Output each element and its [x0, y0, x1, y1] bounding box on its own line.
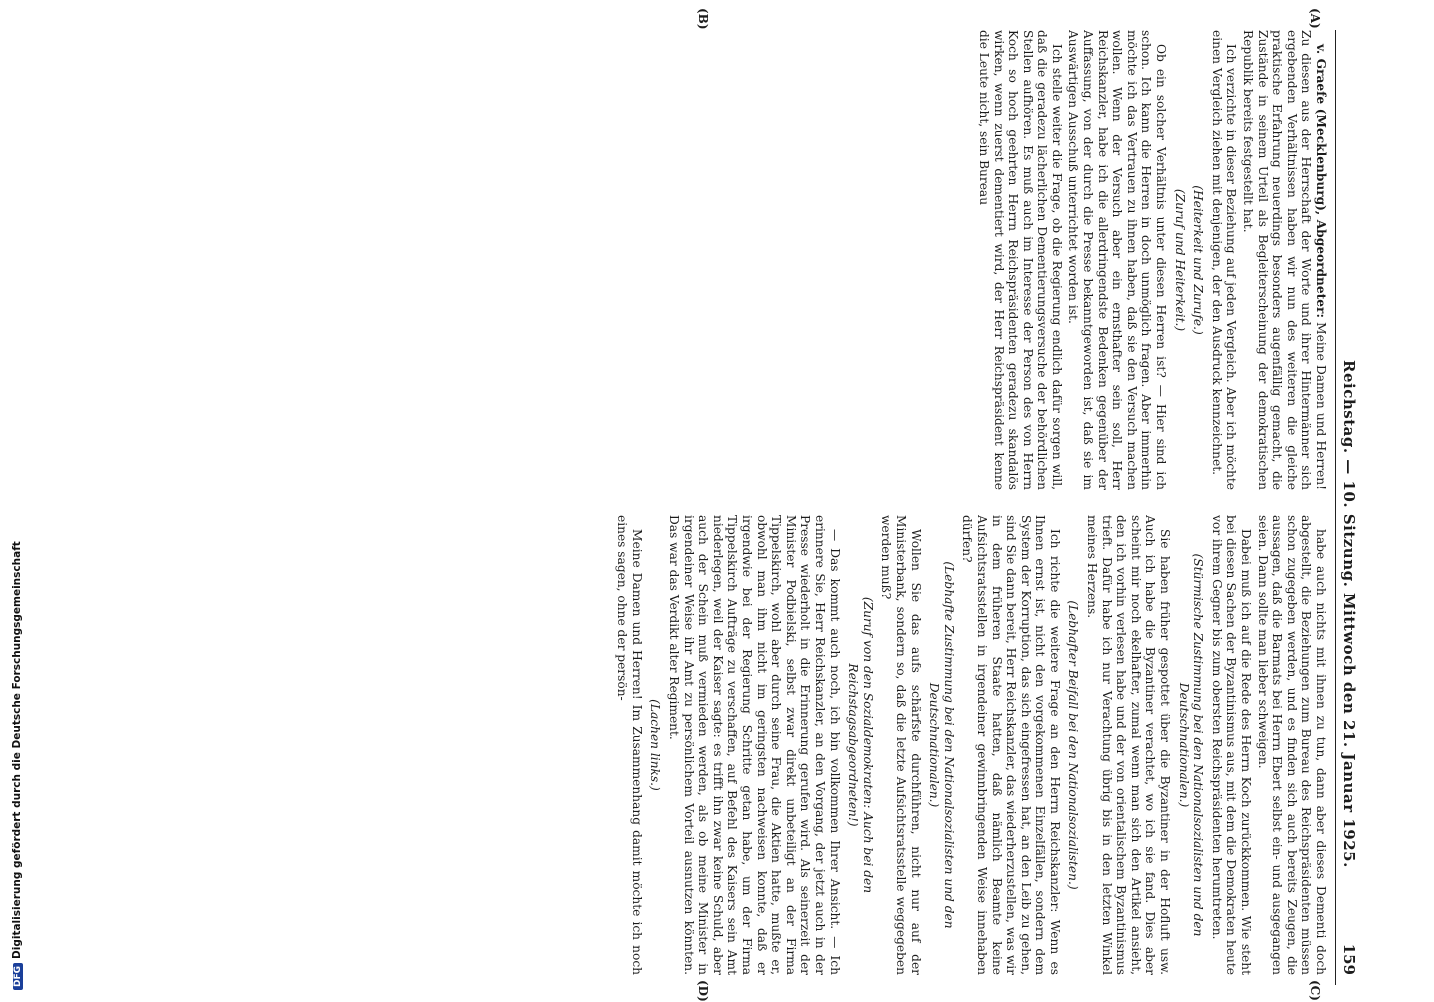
- interjection: (Lachen links.): [648, 699, 663, 791]
- margin-marker-d: (D): [696, 980, 710, 1002]
- page-header: [1335, 30, 1360, 985]
- interjection: (Zuruf von den Sozialdemokraten: Auch bei den Reichstagsabgeordneten!): [846, 596, 875, 894]
- paragraph: Ich stelle weiter die Frage, ob die Regierung endlich dafür sorgen will, daß die geradezu lächerlichen Dementierungsversuche der behördlichen Stellen aufhören. Es muß auch im Interesse der Person des von Herrn Koch so hoch geehrten Herrn Reichspräsidenten geradezu skandalös wirken, wenn zuerst dementiert wird, der Herr Reichspräsident kenne die Leute nicht, sein Bureau: [976, 30, 1064, 490]
- sidebar: [0, 0, 22, 1000]
- header-title: Reichstag. — 10. Sitzung. Mittwoch den 21. Januar 1925.: [1340, 360, 1358, 868]
- speaker-name: v. Graefe (Mecklenburg), Abgeordneter:: [1314, 44, 1328, 318]
- interjection: (Lebhafte Zustimmung bei den Nationalsozialisten und den Deutschnationalen.): [927, 561, 956, 929]
- speech-opening: [1240, 30, 1328, 490]
- margin-marker-a: (A): [1308, 8, 1322, 29]
- paragraph: — Das kommt auch noch, ich bin vollkommen Ihrer Ansicht. — Ich erinnere Sie, Herr Reichskanzler, an den Vorgang, der jetzt auch in der Presse wiederholt in die Erinnerung gerufen wird. Als seinerzeit der Minister Podbielski, selbst zwar direkt unbeteiligt an der Firma Tippelskirch, wohl aber durch seine Frau, die Aktien hatte, mußte er, obwohl man ihm nicht im geringsten nachweisen konnte, daß er irgendwie bei der Regierung Schritte getan habe, um der Firma Tippelskirch Aufträge zu verschaffen, auf Befehl des Kaisers sein Amt niederlegen, weil der Kaiser sagte: es trifft ihn zwar keine Schuld, aber auch der Schein muß vermieden werden, als ob meine Minister in irgendeiner Weise ihr Amt zu persönlichem Vorteil ausnutzen könnten. Das war das Verdikt alter Regiment.: [667, 515, 842, 975]
- paragraph: Ob ein solcher Verhältnis unter diesen Herren ist? — Hier sind ich schon. Ich kann die Herren in doch unmöglich fragen. Aber immerhin möchte ich das Vertrauen zu ihnen haben, daß sie den Versuch machen wollen. Wenn der Versuch aber ein ernsthafter sein soll, Herr Reichskanzler, habe ich die allerdringendste Bedenken gegenüber der Auffassung, von der durch die Presse bekanntgeworden ist, daß sie im Auswärtigen Ausschuß unterrichtet worden ist.: [1066, 30, 1169, 490]
- paragraph: Ich verzichte in dieser Beziehung auf jeden Vergleich. Aber ich möchte einen Vergleich ziehen mit denjenigen, der den Ausdruck kennzeichnet.: [1209, 30, 1239, 490]
- dfg-logo: DFG: [13, 963, 23, 990]
- margin-marker-c: (C): [1308, 980, 1322, 1001]
- paragraph: Meine Damen und Herren! Zu diesen aus der Herrschaft der Worte und ihrer Hintermänner sich ergebenden Verhältnissen haben wir nun des weiteren die gleiche praktische Erfahrung neuerdings besonders augenfällig gemacht, die Zustände in seinem Urteil als Begleiterscheinung der demokratischen Republik bereits festgestellt hat.: [1241, 30, 1328, 490]
- paragraph: Wollen Sie das aufs schärfste durchführen, nicht nur auf der Ministerbank, sondern so, daß die letzte Aufsichtsratsstelle weggegeben werden muß?: [879, 515, 923, 975]
- left-column: [73, 30, 1328, 490]
- page-number: 159: [1340, 943, 1358, 975]
- interjection: (Heiterkeit und Zurufe.): [1191, 185, 1206, 335]
- paragraph: Sie haben früher gespottet über die Byzantiner in der Hofluft usw. Auch ich habe die Byzantiner verachtet, wo ich sie fand. Dies aber scheint mir noch ekelhafter, zumal wenn man sich den Artikel ansieht, den ich vorhin verlesen habe und der von orientalischem Byzantinismus trieft. Dafür habe ich nur Verachtung übrig bis in den letzten Winkel meines Herzens.: [1085, 515, 1173, 975]
- funding-credit: [11, 0, 23, 990]
- interjection: (Lebhafter Beifall bei den Nationalsozialisten.): [1066, 600, 1081, 890]
- right-column: [73, 515, 1328, 975]
- margin-marker-b: (B): [696, 8, 710, 30]
- scanned-page: [60, 8, 1360, 1002]
- paragraph: Meine Damen und Herren! Im Zusammenhang damit möchte ich noch eines sagen, ohne der persön-: [615, 515, 644, 975]
- paragraph: Ich richte die weitere Frage an den Herrn Reichskanzler: Wenn es Ihnen ernst ist, nicht den vorgekommenen Einzelfällen, sondern dem System der Korruption, das sich eingefressen hat, an den Leib zu gehen, sind Sie dann bereit, Herr Reichskanzler, das wiederherzustellen, was wir in dem früheren Staate hatten, daß nämlich Beamte keine Aufsichtsratsstellen in irgendeiner gewinnbringenden Weise innehaben dürfen?: [960, 515, 1062, 975]
- credit-text: Digitalisierung gefördert durch die Deutsche Forschungsgemeinschaft: [11, 541, 23, 959]
- page-content: [60, 8, 1360, 1002]
- paragraph: habe auch nichts mit ihnen zu tun, dann aber dieses Dementi doch abgestellt, die Beziehungen zum Bureau des Reichspräsidenten müssen schon zugegeben werden, und es finden sich auch bereits Zeugen, die aussagen, daß die Barmats bei Herrn Ebert selbst ein- und ausgegangen seien. Dann sollte man lieber schweigen.: [1255, 515, 1328, 975]
- paragraph: Dabei muß ich auf die Rede des Herrn Koch zurückkommen. Wie steht bei diesen Sachen der Byzantinismus aus, mit dem die Demokraten heute vor ihrem Gegner bis zum obersten Reichspräsidenten herumtreten.: [1209, 515, 1254, 975]
- interjection: (Zuruf und Heiterkeit.): [1172, 188, 1187, 332]
- interjection: (Stürmische Zustimmung bei den Nationalsozialisten und den Deutschnationalen.): [1176, 553, 1206, 937]
